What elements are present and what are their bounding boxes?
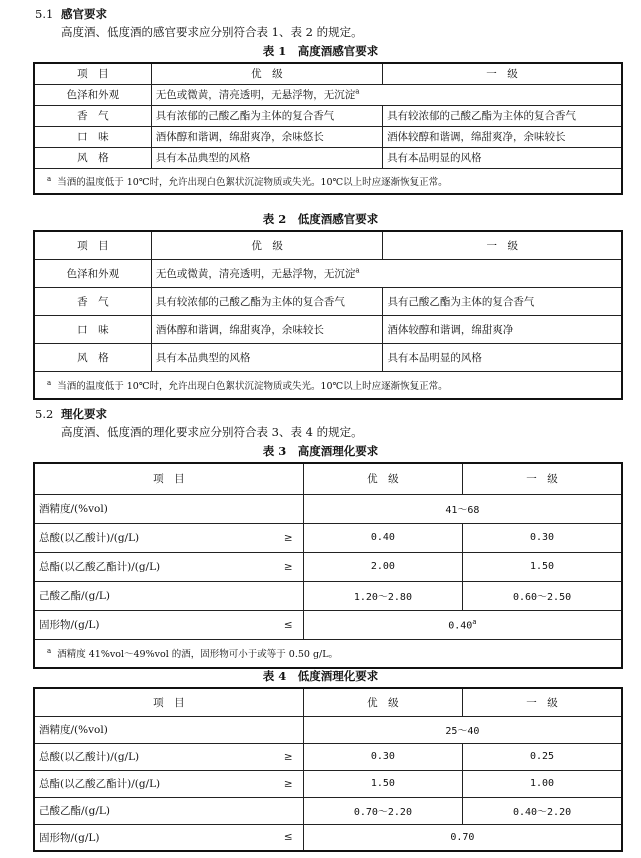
section-number: 5.2 [35, 407, 54, 421]
row-label: 固形物/(g/L) [34, 824, 243, 851]
row-label: 香 气 [34, 287, 151, 315]
table-3-caption: 表 3 高度酒理化要求 [262, 444, 379, 458]
table-header-row [34, 63, 622, 84]
header-first-grade: 一 级 [463, 463, 622, 494]
cell-first-grade: 1.00 [463, 770, 622, 797]
cell-premium: 2.00 [303, 552, 462, 581]
note-marker: a [47, 647, 52, 656]
table-4 [33, 687, 623, 852]
table-note [34, 639, 622, 668]
cell-premium: 0.30 [303, 743, 462, 770]
row-symbol [243, 581, 303, 610]
header-first-grade: 一 级 [463, 688, 622, 716]
row-label: 总酯(以乙酸乙酯计)/(g/L) [34, 552, 243, 581]
row-label: 固形物/(g/L) [34, 610, 243, 639]
section-title: 感官要求 [61, 7, 107, 21]
table-row [34, 315, 622, 343]
row-symbol: ≥ [243, 770, 303, 797]
cell-first-grade: 1.50 [463, 552, 622, 581]
row-label: 酒精度/(%vol) [34, 716, 243, 743]
row-label: 香 气 [34, 105, 151, 126]
table-row [34, 743, 622, 770]
cell-first-grade: 0.30 [463, 523, 622, 552]
table-4-caption: 表 4 低度酒理化要求 [262, 669, 379, 683]
table-row [34, 581, 622, 610]
section-heading-5-2 [35, 406, 107, 422]
table-row [34, 126, 622, 147]
note-text: 当酒的温度低于 10℃时，允许出现白色絮状沉淀物质或失光。10℃以上时应逐渐恢复正常。 [57, 176, 448, 188]
cell-premium: 具有本品典型的风格 [151, 147, 382, 168]
row-label: 酒精度/(%vol) [34, 494, 243, 523]
cell-merged [303, 610, 622, 639]
cell-premium: 具有本品典型的风格 [151, 343, 383, 371]
cell-premium: 酒体醇和谐调，绵甜爽净，余味较长 [151, 315, 383, 343]
cell-first-grade: 具有本品明显的风格 [383, 147, 622, 168]
row-label: 色泽和外观 [34, 84, 151, 105]
cell-premium: 0.70～2.20 [303, 797, 462, 824]
note-marker: a [47, 378, 52, 387]
table-row [34, 770, 622, 797]
row-label: 总酯(以乙酸乙酯计)/(g/L) [34, 770, 243, 797]
row-label: 风 格 [34, 343, 151, 371]
cell-first-grade: 0.25 [463, 743, 622, 770]
row-label: 色泽和外观 [34, 259, 151, 287]
header-first-grade: 一 级 [383, 231, 622, 259]
table-header-row [34, 463, 622, 494]
cell-premium: 1.20～2.80 [303, 581, 462, 610]
row-symbol [243, 716, 303, 743]
table-1-caption: 表 1 高度酒感官要求 [262, 44, 379, 58]
footnote-marker: a [355, 266, 360, 274]
table-note [34, 168, 622, 194]
cell-text: 0.40 [448, 620, 473, 632]
cell-first-grade: 具有较浓郁的己酸乙酯为主体的复合香气 [383, 105, 622, 126]
cell-premium: 酒体醇和谐调，绵甜爽净，余味悠长 [151, 126, 382, 147]
cell-premium: 具有浓郁的己酸乙酯为主体的复合香气 [151, 105, 382, 126]
table-row [34, 523, 622, 552]
cell-merged: 25～40 [303, 716, 622, 743]
table-row [34, 287, 622, 315]
note-marker: a [47, 174, 52, 183]
header-premium: 优 级 [151, 231, 383, 259]
table-2 [33, 230, 623, 400]
row-value-merged [151, 259, 622, 287]
row-symbol: ≤ [243, 610, 303, 639]
cell-first-grade: 0.60～2.50 [463, 581, 622, 610]
table-header-row [34, 231, 622, 259]
table-row [34, 343, 622, 371]
header-item: 项 目 [34, 688, 303, 716]
note-text: 当酒的温度低于 10℃时，允许出现白色絮状沉淀物质或失光。10℃以上时应逐渐恢复正常。 [57, 380, 448, 392]
footnote-marker: a [472, 617, 477, 626]
table-1 [33, 62, 623, 195]
cell-text: 无色或微黄，清亮透明，无悬浮物，无沉淀 [155, 89, 356, 101]
note-text: 酒精度 41%vol～49%vol 的酒，固形物可小于或等于 0.50 g/L。 [57, 649, 339, 661]
row-label: 风 格 [34, 147, 151, 168]
row-symbol: ≥ [243, 523, 303, 552]
cell-merged: 0.70 [303, 824, 622, 851]
header-premium: 优 级 [303, 688, 462, 716]
table-row [34, 84, 622, 105]
row-label: 口 味 [34, 126, 151, 147]
cell-first-grade: 具有己酸乙酯为主体的复合香气 [383, 287, 622, 315]
cell-premium: 具有较浓郁的己酸乙酯为主体的复合香气 [151, 287, 383, 315]
table-row [34, 494, 622, 523]
section-number: 5.1 [35, 7, 54, 21]
header-item: 项 目 [34, 463, 303, 494]
table-note-row [34, 371, 622, 399]
cell-first-grade: 具有本品明显的风格 [383, 343, 622, 371]
row-symbol: ≥ [243, 743, 303, 770]
table-note [34, 371, 622, 399]
row-symbol [243, 494, 303, 523]
row-symbol: ≤ [243, 824, 303, 851]
cell-text: 无色或微黄，清亮透明，无悬浮物，无沉淀 [155, 267, 356, 280]
header-premium: 优 级 [303, 463, 462, 494]
section-paragraph-5-1: 高度酒、低度酒的感官要求应分别符合表 1、表 2 的规定。 [61, 25, 363, 39]
table-note-row [34, 639, 622, 668]
table-2-caption: 表 2 低度酒感官要求 [262, 212, 379, 226]
section-paragraph-5-2: 高度酒、低度酒的理化要求应分别符合表 3、表 4 的规定。 [61, 425, 363, 439]
table-row [34, 610, 622, 639]
section-title: 理化要求 [61, 407, 107, 421]
row-symbol [243, 797, 303, 824]
header-item: 项 目 [34, 231, 151, 259]
header-item: 项 目 [34, 63, 151, 84]
section-heading-5-1 [35, 6, 107, 22]
row-label: 总酸(以乙酸计)/(g/L) [34, 743, 243, 770]
row-label: 己酸乙酯/(g/L) [34, 581, 243, 610]
table-header-row [34, 688, 622, 716]
row-value-merged [151, 84, 622, 105]
row-label: 总酸(以乙酸计)/(g/L) [34, 523, 243, 552]
footnote-marker: a [355, 87, 360, 96]
row-label: 口 味 [34, 315, 151, 343]
row-symbol: ≥ [243, 552, 303, 581]
cell-premium: 1.50 [303, 770, 462, 797]
table-note-row [34, 168, 622, 194]
table-row [34, 716, 622, 743]
table-row [34, 824, 622, 851]
table-row [34, 552, 622, 581]
row-label: 己酸乙酯/(g/L) [34, 797, 243, 824]
table-row [34, 797, 622, 824]
table-3 [33, 462, 623, 669]
header-premium: 优 级 [151, 63, 382, 84]
table-row [34, 259, 622, 287]
cell-first-grade: 酒体较醇和谐调，绵甜爽净，余味较长 [383, 126, 622, 147]
cell-first-grade: 0.40～2.20 [463, 797, 622, 824]
cell-merged: 41～68 [303, 494, 622, 523]
table-row [34, 105, 622, 126]
table-row [34, 147, 622, 168]
header-first-grade: 一 级 [383, 63, 622, 84]
cell-premium: 0.40 [303, 523, 462, 552]
cell-first-grade: 酒体较醇和谐调，绵甜爽净 [383, 315, 622, 343]
